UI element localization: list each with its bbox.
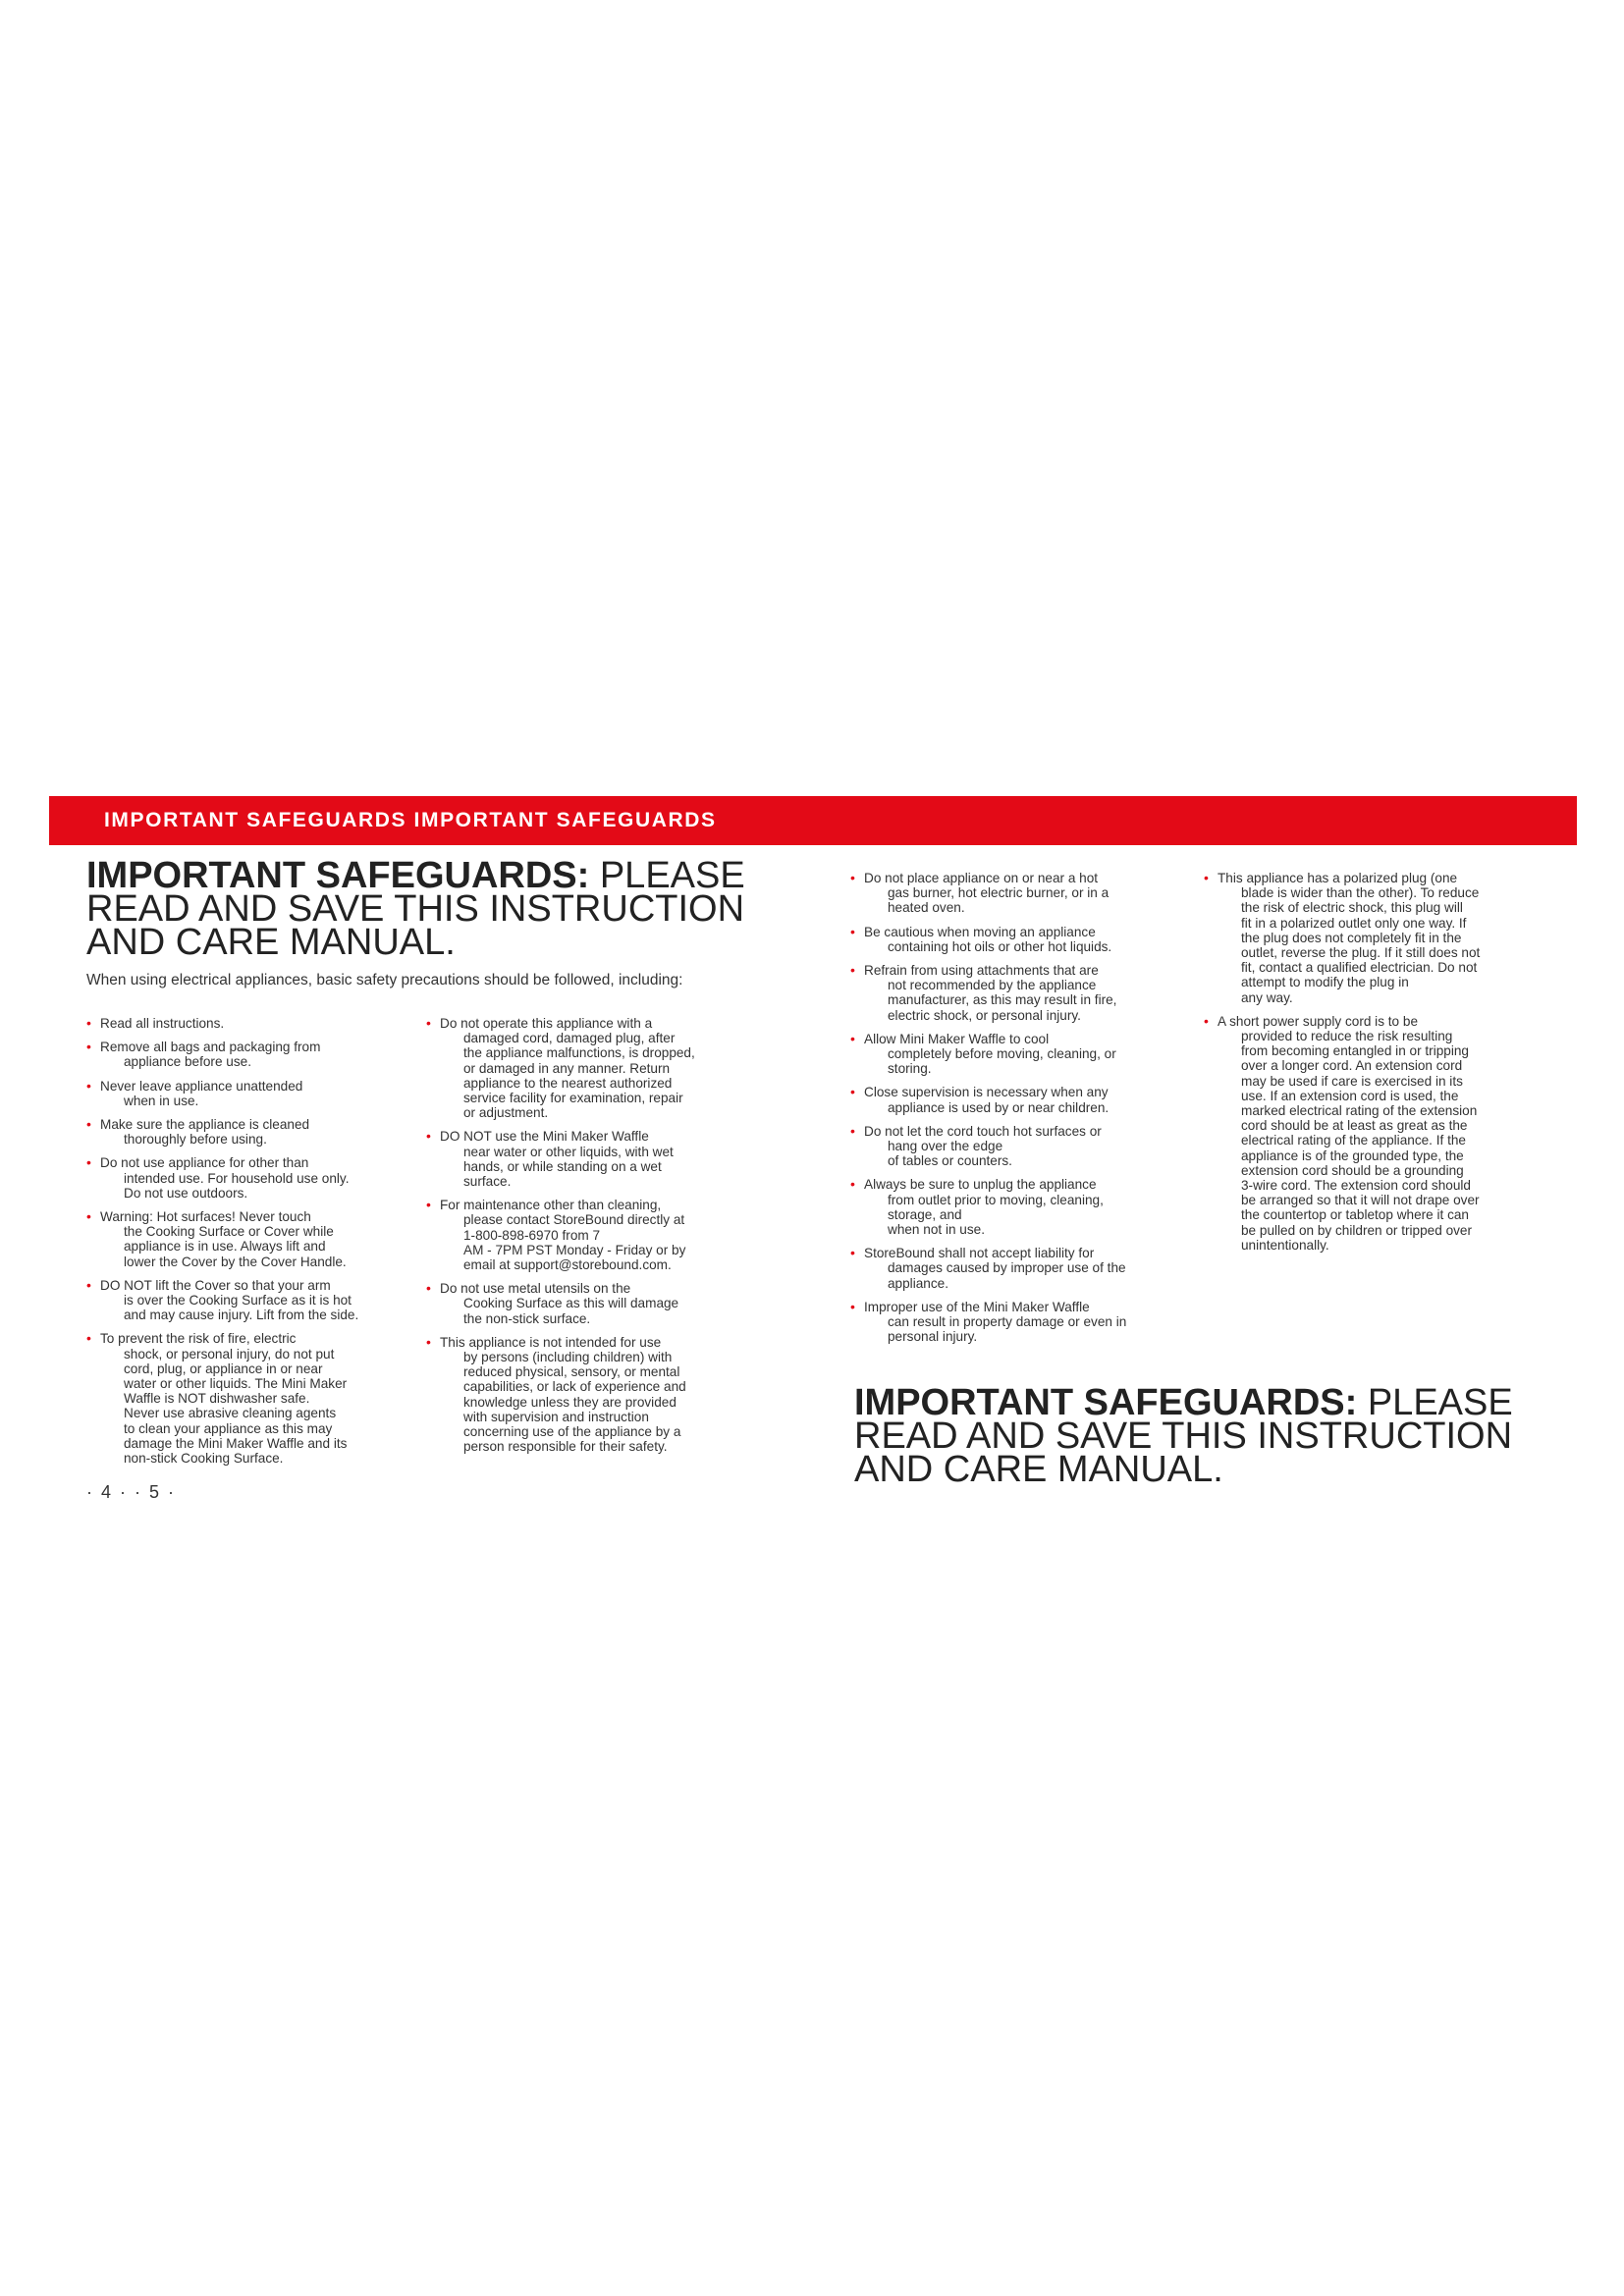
safeguard-line: capabilities, or lack of experience and [463, 1379, 686, 1395]
safeguard-line: or damaged in any manner. Return [463, 1060, 671, 1076]
safeguard-line: intended use. For household use only. [124, 1170, 350, 1186]
safeguard-line: water or other liquids. The Mini Maker [124, 1376, 348, 1392]
safeguard-line: 3-wire cord. The extension cord should [1241, 1178, 1471, 1194]
safeguard-line: when not in use. [888, 1222, 985, 1238]
safeguard-line: gas burner, hot electric burner, or in a [888, 885, 1110, 901]
safeguard-line: appliance to the nearest authorized [463, 1075, 673, 1091]
safeguard-item [86, 1331, 420, 1466]
safeguard-line: electric shock, or personal injury. [888, 1007, 1081, 1023]
safeguard-text [100, 1155, 420, 1201]
safeguard-line: reduced physical, sensory, or mental [463, 1364, 680, 1380]
safeguard-item [850, 1300, 1204, 1345]
safeguard-item [86, 1079, 420, 1108]
heading-line-3: AND CARE MANUAL. [854, 1449, 1223, 1490]
safeguard-text [100, 1278, 420, 1323]
bullet-icon: • [426, 1197, 431, 1213]
safeguard-line: DO NOT lift the Cover so that your arm [100, 1277, 331, 1293]
safeguard-line: Be cautious when moving an appliance [864, 924, 1096, 939]
safeguard-line: near water or other liquids, with wet [463, 1144, 674, 1159]
safeguard-item [850, 1177, 1204, 1237]
safeguard-line: lower the Cover by the Cover Handle. [124, 1254, 347, 1269]
safeguard-line: damage the Mini Maker Waffle and its [124, 1435, 348, 1451]
bullet-icon: • [850, 1245, 855, 1261]
safeguard-line: Make sure the appliance is cleaned [100, 1117, 310, 1133]
safeguard-line: the risk of electric shock, this plug will [1241, 900, 1463, 916]
safeguard-text [440, 1198, 760, 1272]
safeguard-line: Never leave appliance unattended [100, 1078, 303, 1094]
safeguard-text [864, 1177, 1204, 1237]
safeguard-line: Always be sure to unplug the appliance [864, 1177, 1097, 1193]
safeguard-line: fit, contact a qualified electrician. Do not [1241, 960, 1478, 976]
safeguard-line: by persons (including children) with [463, 1350, 673, 1365]
safeguard-line: Do not use outdoors. [124, 1185, 248, 1201]
heading-line-2: READ AND SAVE THIS INSTRUCTION [854, 1415, 1513, 1457]
safeguard-line: be pulled on by children or tripped over [1241, 1222, 1473, 1238]
safeguard-text [864, 925, 1204, 954]
safeguard-line: knowledge unless they are provided [463, 1394, 677, 1410]
safeguard-line: cord, plug, or appliance in or near [124, 1361, 323, 1376]
safeguard-line: Do not operate this appliance with a [440, 1016, 653, 1031]
safeguard-text [864, 1124, 1204, 1169]
safeguard-text [440, 1016, 760, 1120]
safeguard-item [86, 1117, 420, 1147]
safeguard-line: is over the Cooking Surface as it is hot [124, 1293, 352, 1308]
safeguard-line: to clean your appliance as this may [124, 1420, 333, 1436]
bullet-icon: • [426, 1015, 431, 1031]
safeguard-line: Warning: Hot surfaces! Never touch [100, 1209, 311, 1225]
safeguard-item [86, 1016, 420, 1031]
safeguard-item [850, 1085, 1204, 1114]
safeguard-text [100, 1079, 420, 1108]
safeguard-line: please contact StoreBound directly at [463, 1212, 685, 1228]
bullet-icon: • [86, 1077, 91, 1094]
safeguards-column-2 [426, 1016, 760, 1463]
bullet-icon: • [850, 870, 855, 885]
heading-line-2: READ AND SAVE THIS INSTRUCTION [86, 888, 745, 930]
safeguard-line: manufacturer, as this may result in fire, [888, 992, 1117, 1008]
safeguard-text [100, 1016, 420, 1031]
safeguard-line: use. If an extension cord is used, the [1241, 1088, 1459, 1103]
safeguard-line: To prevent the risk of fire, electric [100, 1331, 297, 1347]
safeguard-item [426, 1281, 760, 1326]
safeguard-line: Cooking Surface as this will damage [463, 1296, 679, 1311]
safeguard-line: appliance is in use. Always lift and [124, 1239, 326, 1255]
intro-text: When using electrical appliances, basic safety precautions should be followed, including: [86, 972, 683, 988]
safeguard-line: A short power supply cord is to be [1218, 1013, 1419, 1029]
safeguard-line: AM - 7PM PST Monday - Friday or by [463, 1242, 686, 1257]
bullet-icon: • [850, 1176, 855, 1193]
safeguard-line: the non-stick surface. [463, 1310, 591, 1326]
safeguard-line: damages caused by improper use of the [888, 1260, 1126, 1276]
safeguard-line: fit in a polarized outlet only one way. If [1241, 915, 1467, 931]
safeguard-line: 1-800-898-6970 from 7 [463, 1227, 601, 1243]
safeguard-text [440, 1335, 760, 1455]
bullet-icon: • [86, 1116, 91, 1133]
safeguard-line: This appliance has a polarized plug (one [1218, 871, 1458, 885]
safeguard-line: For maintenance other than cleaning, [440, 1198, 662, 1213]
safeguard-line: personal injury. [888, 1329, 978, 1345]
safeguard-line: provided to reduce the risk resulting [1241, 1029, 1453, 1044]
section-banner: IMPORTANT SAFEGUARDS IMPORTANT SAFEGUARDS [49, 796, 1577, 845]
safeguard-line: Close supervision is necessary when any [864, 1085, 1109, 1100]
safeguard-line: unintentionally. [1241, 1237, 1329, 1253]
safeguard-line: appliance is of the grounded type, the [1241, 1148, 1464, 1163]
safeguard-line: attempt to modify the plug in [1241, 975, 1409, 990]
safeguard-line: Read all instructions. [100, 1016, 225, 1031]
safeguard-text [864, 1246, 1204, 1291]
safeguard-line: when in use. [124, 1093, 199, 1108]
safeguard-line: hands, or while standing on a wet [463, 1158, 662, 1174]
safeguard-line: surface. [463, 1174, 512, 1190]
safeguard-line: storage, and [888, 1206, 962, 1222]
page-heading-left [86, 855, 745, 963]
bullet-icon: • [1204, 870, 1209, 885]
safeguard-line: non-stick Cooking Surface. [124, 1451, 284, 1467]
safeguard-line: Refrain from using attachments that are [864, 963, 1099, 979]
bullet-icon: • [86, 1039, 91, 1055]
safeguard-line: Do not let the cord touch hot surfaces or [864, 1123, 1102, 1139]
safeguard-line: person responsible for their safety. [463, 1439, 668, 1455]
bullet-icon: • [850, 1030, 855, 1046]
bullet-icon: • [850, 1084, 855, 1100]
safeguard-line: Never use abrasive cleaning agents [124, 1406, 337, 1421]
safeguard-item [86, 1155, 420, 1201]
safeguard-line: from becoming entangled in or tripping [1241, 1043, 1469, 1059]
safeguard-line: and may cause injury. Lift from the side. [124, 1308, 359, 1323]
safeguard-text [100, 1331, 420, 1466]
safeguard-line: Do not place appliance on or near a hot [864, 871, 1099, 885]
safeguard-item [1204, 871, 1567, 1005]
safeguard-item [86, 1040, 420, 1069]
safeguard-item [86, 1209, 420, 1269]
safeguard-text [100, 1117, 420, 1147]
safeguard-line: StoreBound shall not accept liability for [864, 1246, 1095, 1261]
safeguards-column-4 [1204, 871, 1567, 1261]
page-numbers: · 4 · · 5 · [86, 1482, 177, 1502]
safeguard-item [850, 925, 1204, 954]
safeguard-line: storing. [888, 1061, 932, 1077]
heading-rest: PLEASE [589, 855, 745, 896]
safeguard-line: completely before moving, cleaning, or [888, 1046, 1116, 1062]
safeguard-item [1204, 1014, 1567, 1253]
safeguards-column-1 [86, 1016, 420, 1474]
bullet-icon: • [850, 962, 855, 979]
safeguard-line: may be used if care is exercised in its [1241, 1073, 1463, 1089]
safeguard-line: can result in property damage or even in [888, 1314, 1127, 1330]
safeguard-line: email at support@storebound.com. [463, 1257, 672, 1273]
safeguard-line: the countertop or tabletop where it can [1241, 1207, 1469, 1223]
safeguard-line: cord should be at least as great as the [1241, 1118, 1468, 1134]
safeguard-item [850, 1124, 1204, 1169]
safeguard-line: be arranged so that it will not drape over [1241, 1193, 1480, 1208]
safeguard-line: Improper use of the Mini Maker Waffle [864, 1299, 1090, 1314]
safeguard-line: concerning use of the appliance by a [463, 1424, 681, 1440]
safeguard-line: service facility for examination, repair [463, 1091, 683, 1106]
safeguard-line: or adjustment. [463, 1105, 549, 1121]
safeguard-item [426, 1129, 760, 1189]
safeguard-text [864, 871, 1204, 916]
safeguard-line: not recommended by the appliance [888, 978, 1097, 993]
safeguard-line: Allow Mini Maker Waffle to cool [864, 1031, 1050, 1046]
safeguard-text [440, 1129, 760, 1189]
bullet-icon: • [86, 1015, 91, 1031]
safeguard-line: any way. [1241, 989, 1293, 1005]
bullet-icon: • [850, 1298, 855, 1314]
safeguard-line: DO NOT use the Mini Maker Waffle [440, 1129, 649, 1145]
safeguard-item [850, 963, 1204, 1023]
safeguard-line: the appliance malfunctions, is dropped, [463, 1045, 695, 1061]
safeguard-line: the Cooking Surface or Cover while [124, 1224, 334, 1240]
bullet-icon: • [426, 1280, 431, 1297]
bullet-icon: • [86, 1208, 91, 1225]
safeguard-line: outlet, reverse the plug. If it still does not [1241, 945, 1481, 961]
safeguard-line: blade is wider than the other). To reduce [1241, 885, 1480, 901]
safeguard-line: containing hot oils or other hot liquids. [888, 938, 1112, 954]
safeguard-item [426, 1198, 760, 1272]
safeguard-line: electrical rating of the appliance. If the [1241, 1133, 1466, 1148]
safeguard-line: This appliance is not intended for use [440, 1334, 662, 1350]
bullet-icon: • [426, 1128, 431, 1145]
safeguard-text [864, 1300, 1204, 1345]
safeguard-item [86, 1278, 420, 1323]
safeguard-line: hang over the edge [888, 1139, 1003, 1154]
heading-strong: IMPORTANT SAFEGUARDS: [854, 1382, 1358, 1423]
safeguard-line: appliance. [888, 1275, 948, 1291]
safeguard-item [426, 1016, 760, 1120]
safeguard-line: thoroughly before using. [124, 1132, 267, 1148]
safeguard-text [864, 1085, 1204, 1114]
safeguard-line: the plug does not completely fit in the [1241, 930, 1462, 945]
safeguard-line: over a longer cord. An extension cord [1241, 1058, 1463, 1074]
bullet-icon: • [850, 1122, 855, 1139]
safeguard-line: appliance is used by or near children. [888, 1099, 1110, 1115]
safeguard-line: extension cord should be a grounding [1241, 1162, 1464, 1178]
safeguard-line: marked electrical rating of the extension [1241, 1103, 1478, 1119]
safeguard-line: Remove all bags and packaging from [100, 1040, 321, 1055]
safeguard-text [1218, 1014, 1567, 1253]
safeguard-text [864, 963, 1204, 1023]
safeguard-text [1218, 871, 1567, 1005]
bullet-icon: • [86, 1154, 91, 1171]
safeguard-line: with supervision and instruction [463, 1409, 649, 1424]
safeguard-line: Do not use appliance for other than [100, 1155, 309, 1171]
safeguard-line: from outlet prior to moving, cleaning, [888, 1192, 1104, 1207]
bullet-icon: • [86, 1276, 91, 1293]
safeguard-item [850, 871, 1204, 916]
safeguard-text [440, 1281, 760, 1326]
safeguard-text [100, 1209, 420, 1269]
safeguard-line: shock, or personal injury, do not put [124, 1346, 335, 1362]
bullet-icon: • [86, 1330, 91, 1347]
safeguard-item [426, 1335, 760, 1455]
safeguard-item [850, 1246, 1204, 1291]
safeguard-line: damaged cord, damaged plug, after [463, 1031, 676, 1046]
heading-strong: IMPORTANT SAFEGUARDS: [86, 855, 590, 896]
safeguard-line: of tables or counters. [888, 1153, 1012, 1169]
safeguard-line: Waffle is NOT dishwasher safe. [124, 1391, 310, 1407]
bullet-icon: • [426, 1333, 431, 1350]
safeguard-text [864, 1032, 1204, 1077]
heading-rest: PLEASE [1357, 1382, 1513, 1423]
safeguard-line: Do not use metal utensils on the [440, 1281, 631, 1297]
safeguard-line: heated oven. [888, 900, 965, 916]
bullet-icon: • [1204, 1012, 1209, 1029]
safeguards-column-3 [850, 871, 1204, 1353]
safeguard-item [850, 1032, 1204, 1077]
safeguard-line: appliance before use. [124, 1054, 251, 1070]
heading-line-3: AND CARE MANUAL. [86, 922, 456, 963]
safeguard-text [100, 1040, 420, 1069]
page-heading-right [854, 1382, 1513, 1490]
bullet-icon: • [850, 923, 855, 939]
